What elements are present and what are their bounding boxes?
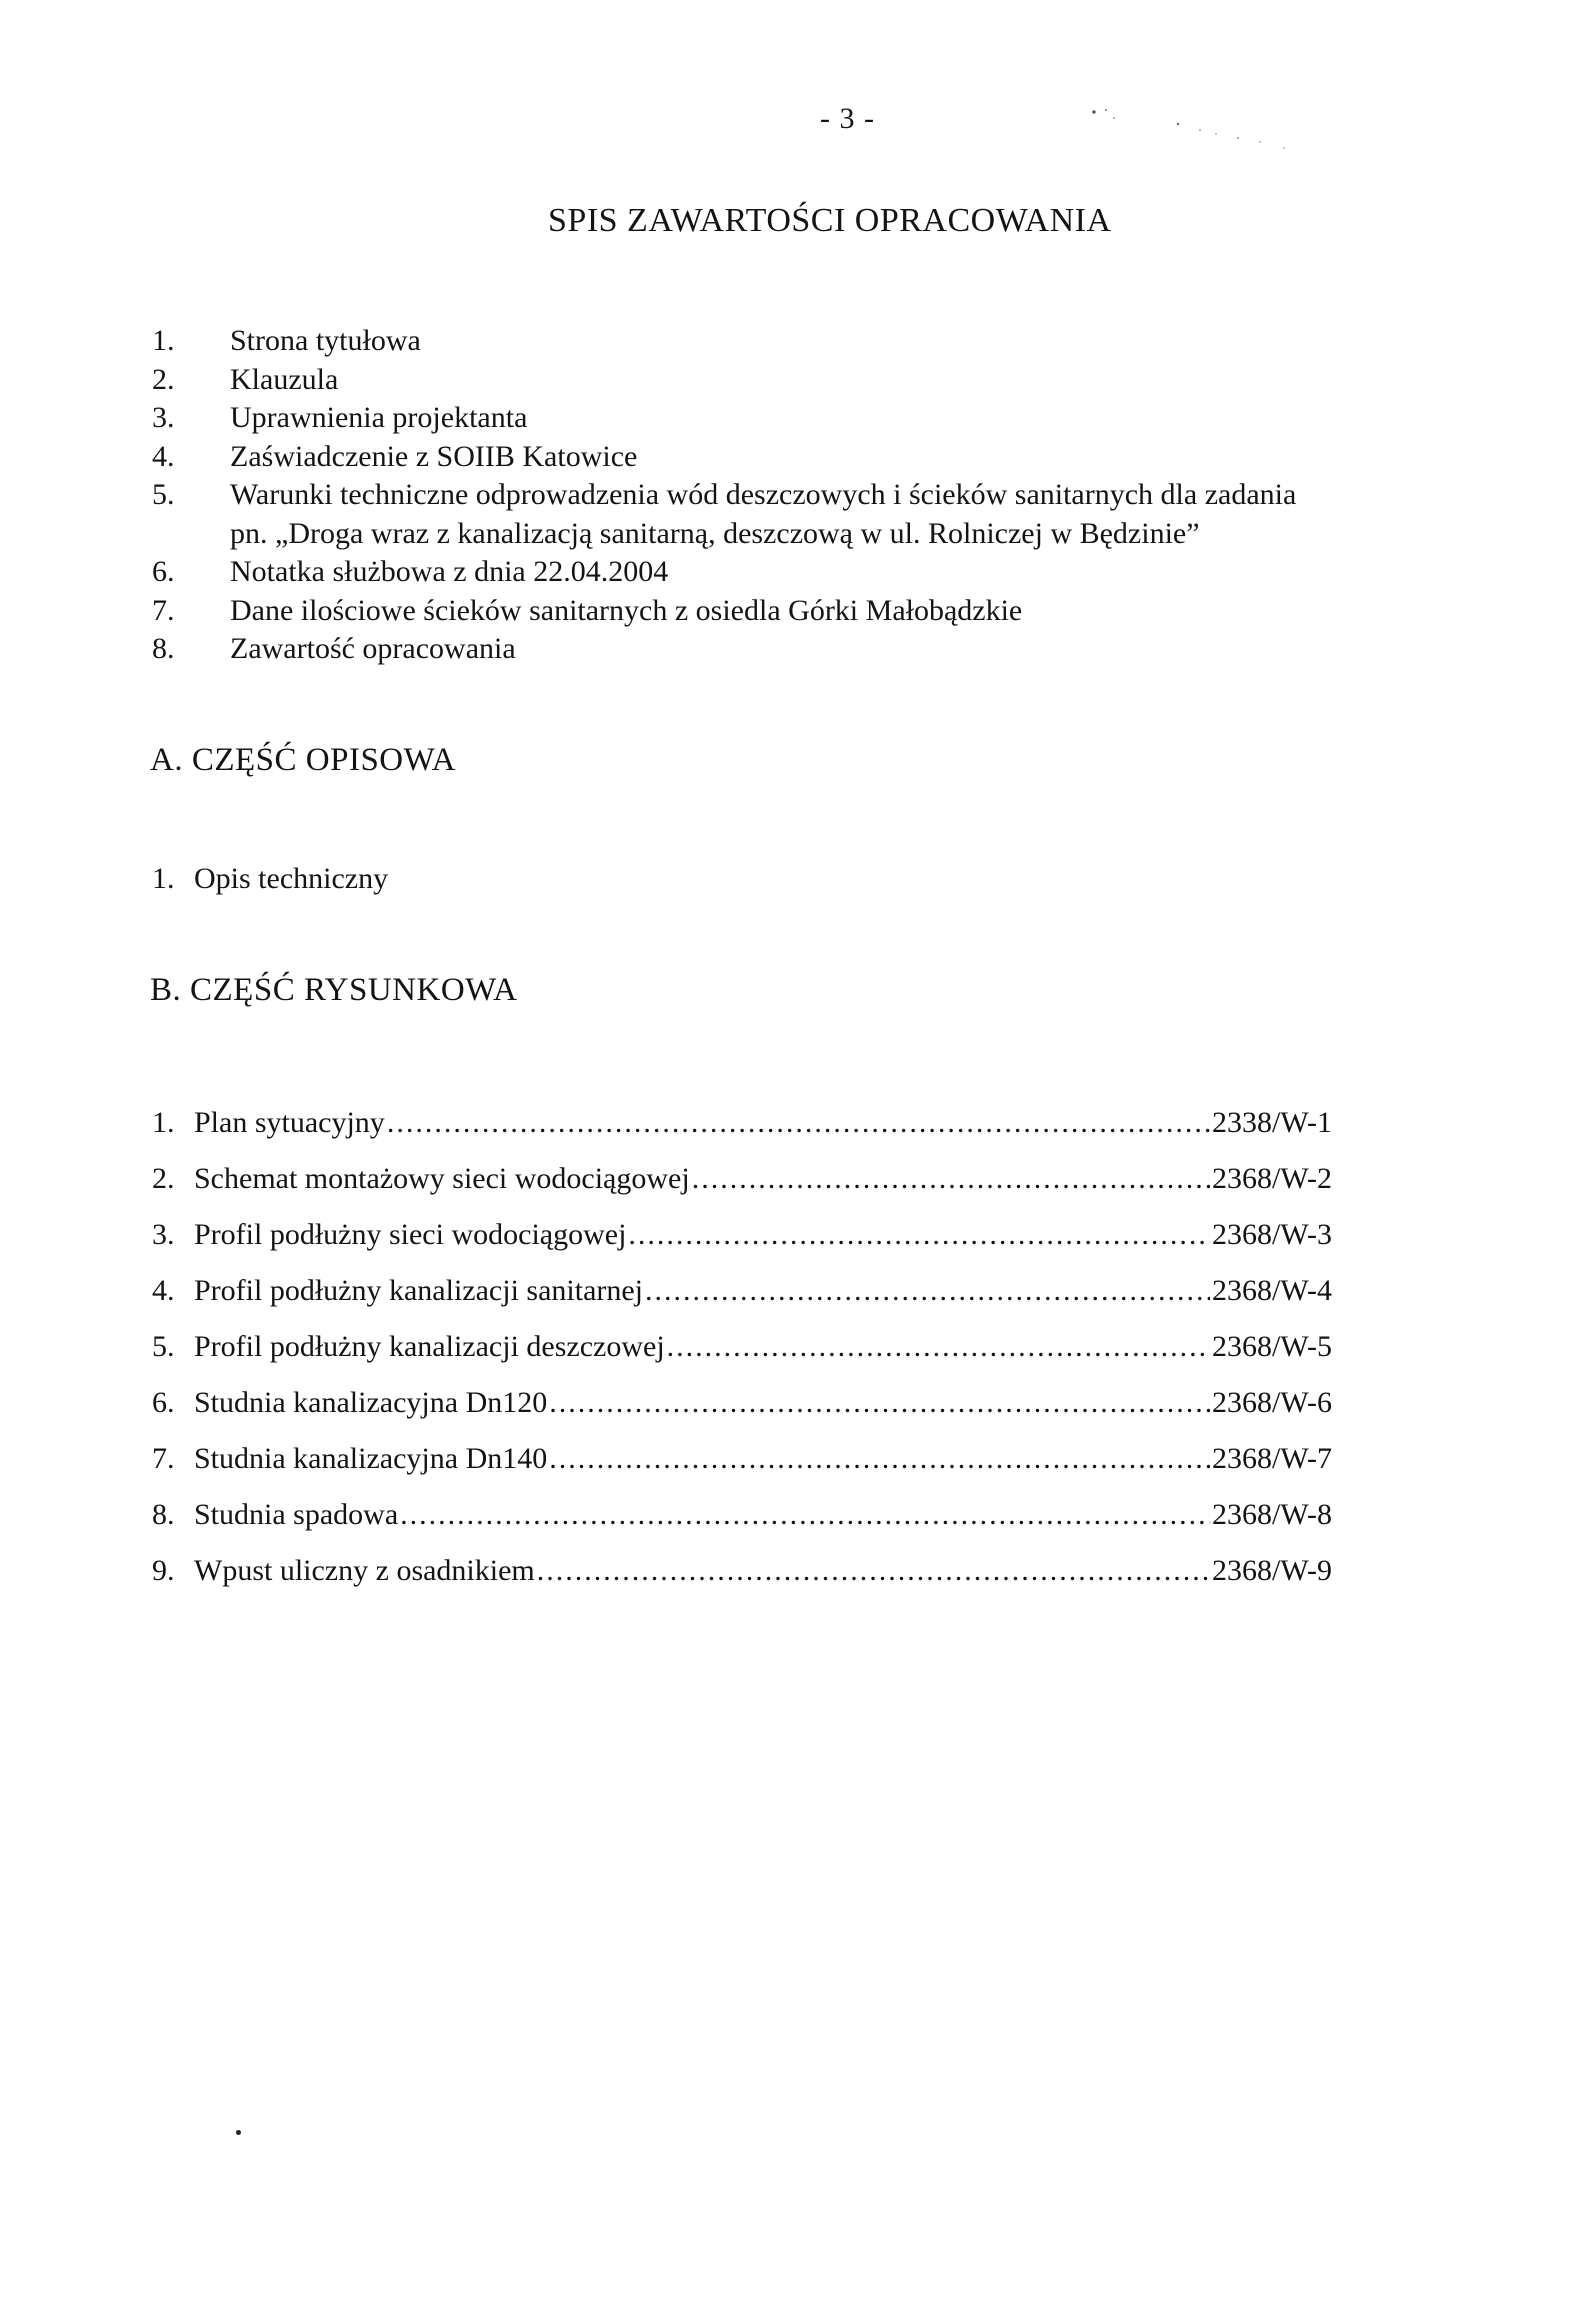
drawing-code: 2368/W-8 <box>1212 1498 1332 1531</box>
dot-leader <box>387 1106 1210 1140</box>
item-text: Uprawnienia projektanta <box>230 401 528 434</box>
drawing-title: Profil podłużny sieci wodociągowej <box>194 1218 627 1251</box>
item-number: 9. <box>152 1554 175 1587</box>
list-item <box>150 630 1450 669</box>
drawing-code: 2368/W-7 <box>1212 1442 1332 1475</box>
dot-leader <box>645 1274 1210 1308</box>
item-number: 1. <box>152 1106 175 1139</box>
drawing-title: Studnia kanalizacyjna Dn140 <box>194 1442 548 1475</box>
list-item <box>150 361 1450 400</box>
item-number: 2. <box>152 1162 175 1195</box>
drawing-code: 2368/W-5 <box>1212 1330 1332 1363</box>
item-text-multiline <box>230 476 1450 553</box>
list-item <box>150 399 1450 438</box>
item-text: Strona tytułowa <box>230 324 421 357</box>
document-title: SPIS ZAWARTOŚCI OPRACOWANIA <box>548 202 1112 239</box>
dot-leader <box>628 1218 1210 1252</box>
scan-speck <box>236 2130 241 2135</box>
item-text-line: pn. „Droga wraz z kanalizacją sanitarną, deszczową w ul. Rolniczej w Będzinie” <box>230 516 1200 550</box>
drawing-row <box>152 1162 1352 1218</box>
drawing-title: Plan sytuacyjny <box>194 1106 385 1139</box>
item-text-line: Warunki techniczne odprowadzenia wód deszczowych i ścieków sanitarnych dla zadania <box>230 478 1297 511</box>
drawing-row <box>152 1442 1352 1498</box>
item-text: Zaświadczenie z SOIIB Katowice <box>230 439 638 473</box>
item-number: 2. <box>152 362 175 396</box>
drawing-row <box>152 1330 1352 1386</box>
item-number: 8. <box>152 1498 175 1531</box>
item-number: 1. <box>152 862 175 895</box>
intro-contents-list <box>150 322 1450 669</box>
drawing-row <box>152 1274 1352 1330</box>
list-item <box>150 438 1450 477</box>
drawing-row <box>152 1554 1352 1610</box>
item-text: Notatka służbowa z dnia 22.04.2004 <box>230 555 669 588</box>
list-item <box>150 592 1450 631</box>
dot-leader <box>549 1386 1210 1420</box>
drawing-title: Studnia spadowa <box>194 1498 399 1531</box>
page-number: - 3 - <box>820 102 875 135</box>
drawing-code: 2368/W-6 <box>1212 1386 1332 1419</box>
drawing-row <box>152 1106 1352 1162</box>
item-number: 4. <box>152 1274 175 1307</box>
item-text: Opis techniczny <box>194 862 389 895</box>
item-number: 4. <box>152 439 175 473</box>
drawing-title: Profil podłużny kanalizacji sanitarnej <box>194 1274 644 1307</box>
item-text: Dane ilościowe ścieków sanitarnych z osiedla Górki Małobądzkie <box>230 593 1023 627</box>
list-item <box>150 476 1450 553</box>
item-number: 6. <box>152 555 175 588</box>
dot-leader <box>400 1498 1210 1532</box>
drawings-list <box>152 1106 1352 1610</box>
drawing-code: 2368/W-9 <box>1212 1554 1332 1587</box>
item-number: 5. <box>152 478 175 511</box>
drawing-row <box>152 1386 1352 1442</box>
drawing-row <box>152 1218 1352 1274</box>
item-number: 7. <box>152 593 175 627</box>
drawing-title: Schemat montażowy sieci wodociągowej <box>194 1162 690 1195</box>
drawing-code: 2368/W-2 <box>1212 1162 1332 1195</box>
drawing-title: Profil podłużny kanalizacji deszczowej <box>194 1330 665 1363</box>
drawing-code: 2368/W-4 <box>1212 1274 1332 1307</box>
item-number: 3. <box>152 401 175 434</box>
dot-leader <box>549 1442 1210 1476</box>
item-number: 7. <box>152 1442 175 1475</box>
item-number: 5. <box>152 1330 175 1363</box>
drawing-code: 2338/W-1 <box>1212 1106 1332 1139</box>
list-item <box>150 322 1450 361</box>
dot-leader <box>667 1330 1210 1364</box>
item-number: 3. <box>152 1218 175 1251</box>
section-b-heading: B. CZĘŚĆ RYSUNKOWA <box>150 972 518 1008</box>
item-text: Zawartość opracowania <box>230 632 516 665</box>
section-a-item <box>152 862 388 896</box>
drawing-code: 2368/W-3 <box>1212 1218 1332 1251</box>
dot-leader <box>537 1554 1210 1588</box>
dot-leader <box>692 1162 1210 1196</box>
item-number: 6. <box>152 1386 175 1419</box>
item-text: Klauzula <box>230 362 339 396</box>
item-number: 1. <box>152 324 175 357</box>
drawing-row <box>152 1498 1352 1554</box>
drawing-title: Wpust uliczny z osadnikiem <box>194 1554 535 1587</box>
section-a-heading: A. CZĘŚĆ OPISOWA <box>150 742 456 778</box>
list-item <box>150 553 1450 592</box>
scan-specks <box>1088 104 1298 164</box>
item-number: 8. <box>152 632 175 665</box>
drawing-title: Studnia kanalizacyjna Dn120 <box>194 1386 548 1419</box>
